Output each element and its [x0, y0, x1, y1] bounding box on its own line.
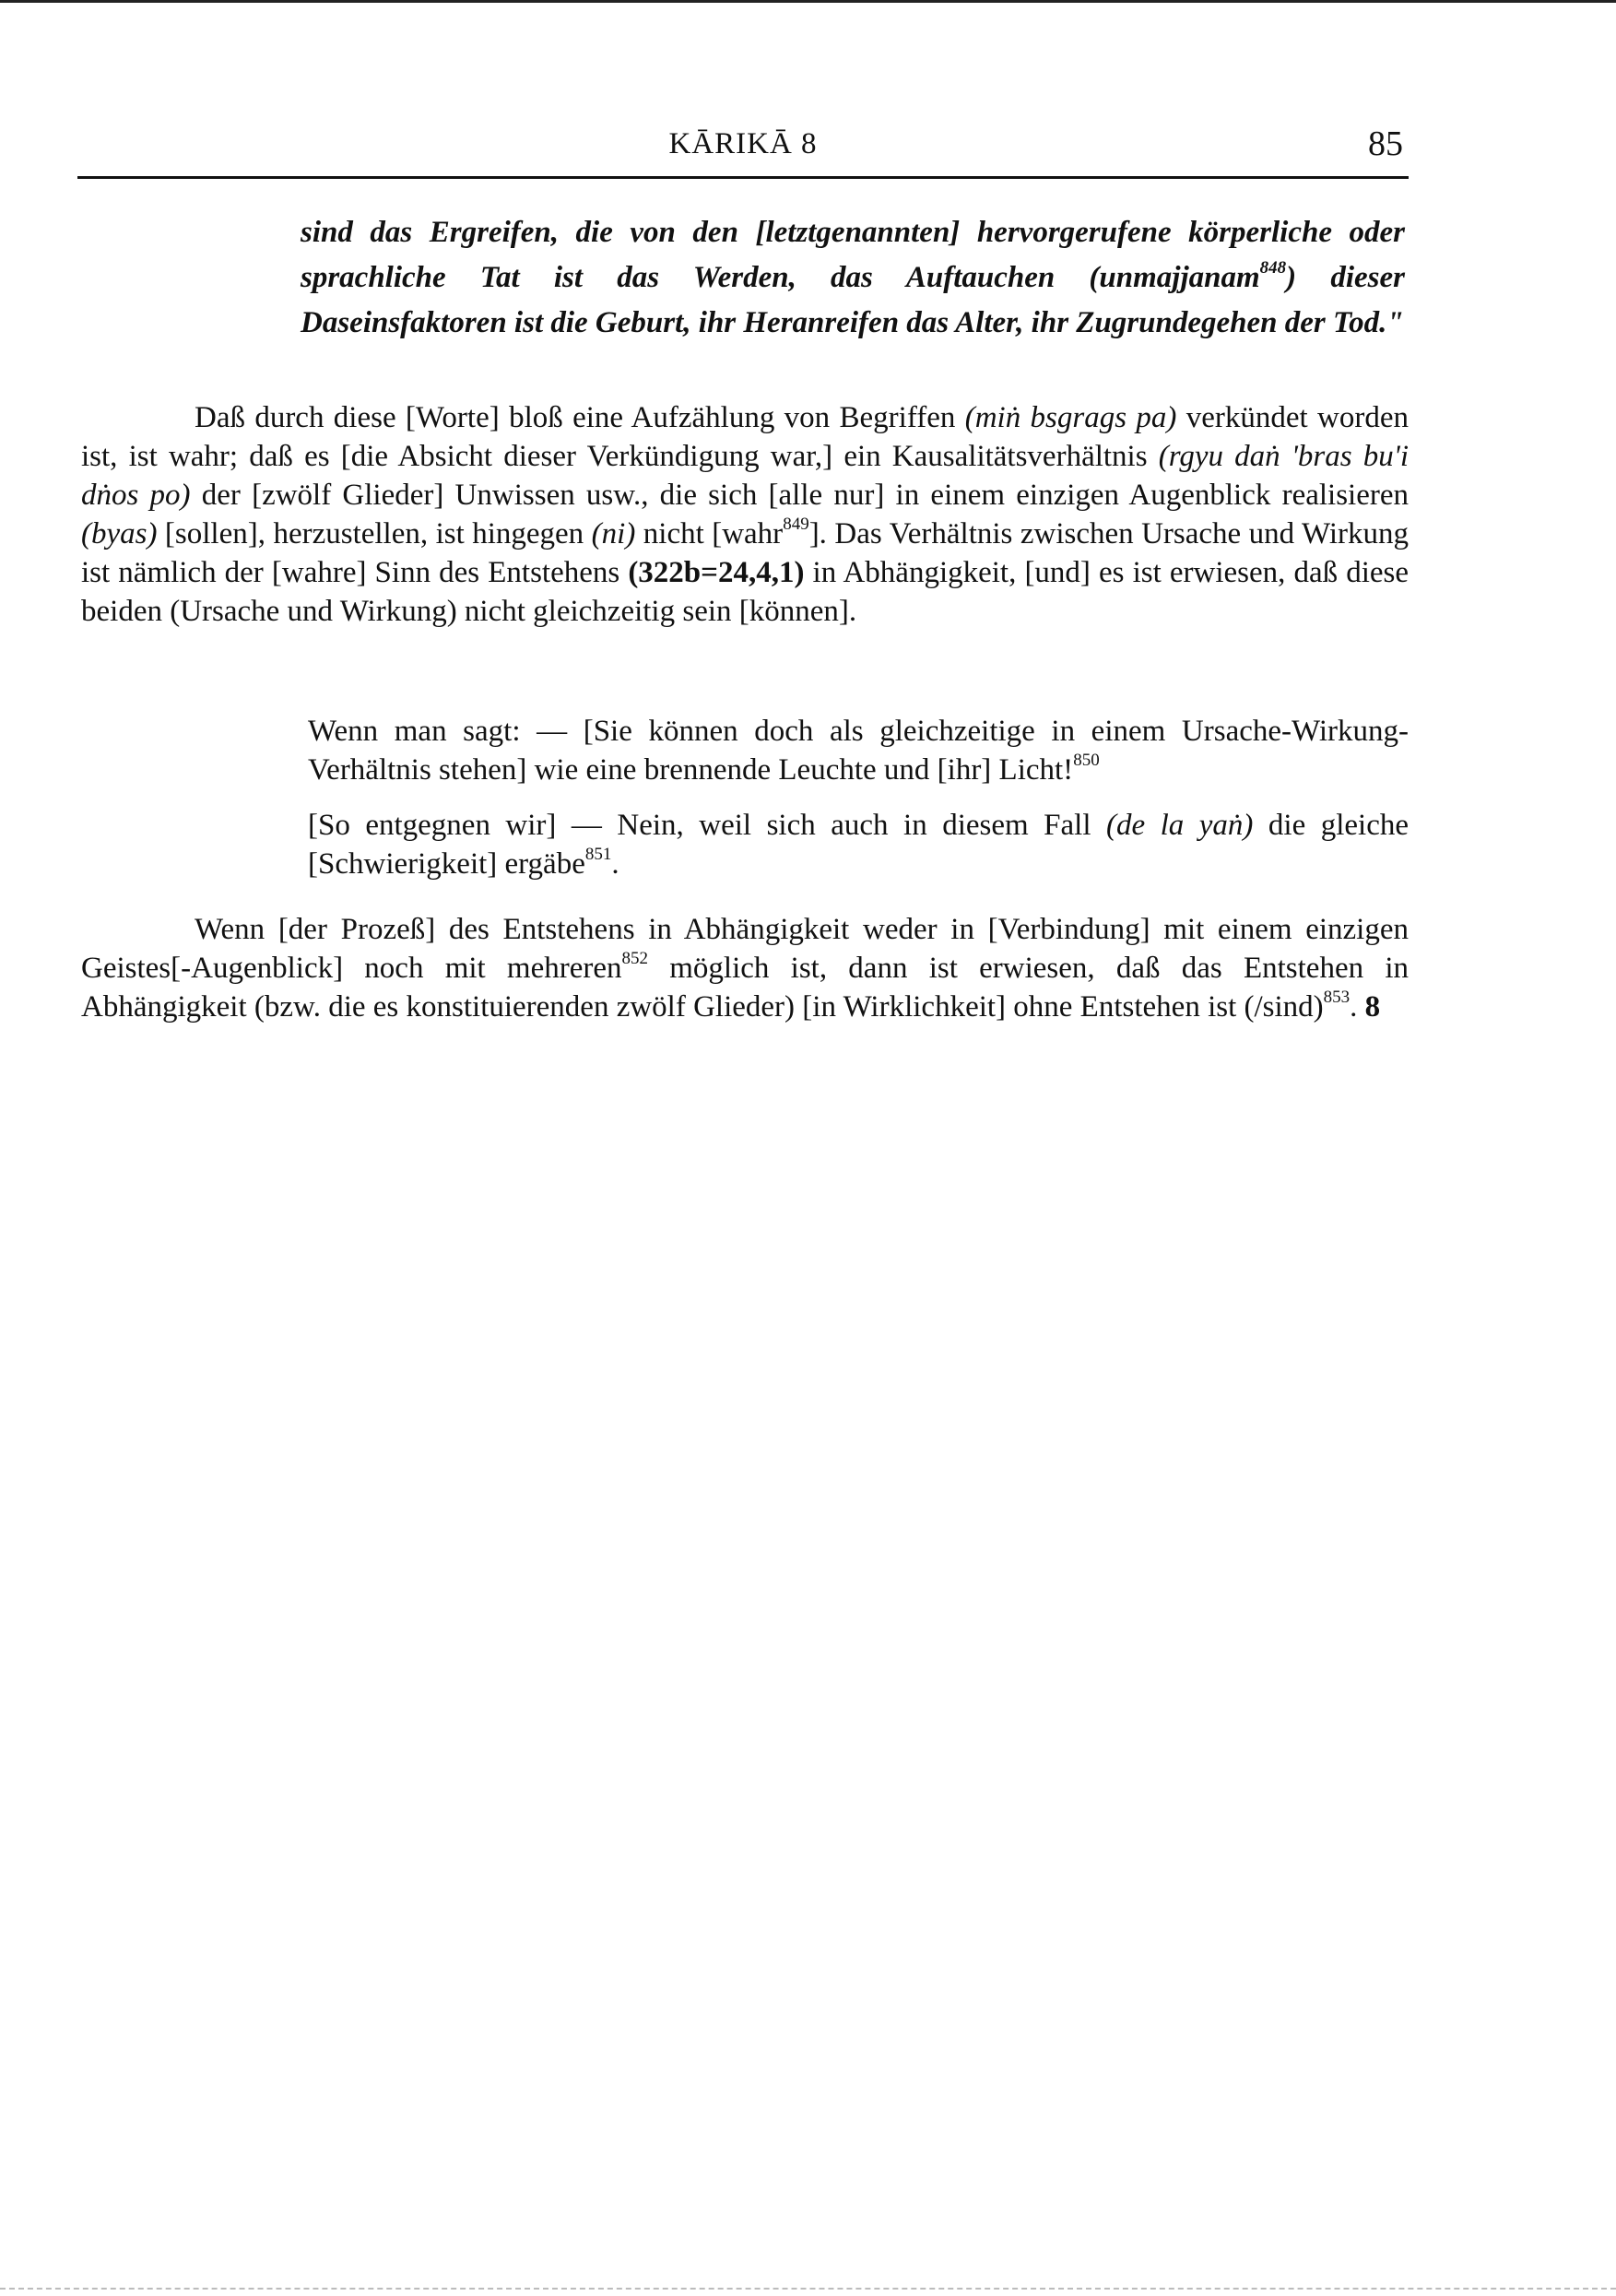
top-edge-rule [0, 0, 1616, 3]
body-text: nicht [wahr [635, 517, 784, 550]
bottom-edge-rule [0, 2288, 1616, 2290]
body-text: Wenn [der Prozeß] des Entstehens in Abhängigkeit weder in [Verbindung] mit einem einzigen Geistes[-Augenblick] noch mit mehreren [81, 913, 1409, 985]
body-text: in Abhängigkeit, [und] es ist erwiesen, daß diese beiden (Ursache und Wirkung) nicht gleichzeitig sein [können]. [81, 556, 1409, 628]
header-rule [77, 176, 1409, 179]
page-reference: (322b=24,4,1) [628, 556, 805, 589]
body-text: Wenn man sagt: — [Sie können doch als gleichzeitige in einem Ursache-Wirkung-Verhältnis stehen] wie eine brennende Leuchte und [ihr] Licht! [308, 715, 1409, 787]
page-number: 85 [1368, 124, 1403, 163]
body-text: ]. Das Verhältnis zwischen Ursache und Wirkung ist nämlich der [wahre] Sinn des Entstehens [81, 517, 1409, 589]
body-text: [sollen], herzustellen, ist hingegen [157, 517, 592, 550]
body-text: . [1350, 990, 1365, 1024]
body-text: verkündet worden ist, ist wahr; daß es [die Absicht dieser Verkündigung war,] ein Kausalitätsverhältnis [81, 401, 1409, 473]
verse-number: 8 [1364, 990, 1381, 1024]
quoted-passage [301, 210, 1405, 346]
footnote-ref-849: 849 [783, 515, 809, 534]
footnote-ref-852: 852 [621, 949, 649, 968]
body-text: der [zwölf Glieder] Unwissen usw., die sich [alle nur] in einem einzigen Augenblick realisieren [190, 479, 1409, 512]
body-text: . [611, 847, 619, 881]
tibetan-term: (ni) [591, 517, 636, 550]
tibetan-term: (rgyu daṅ 'bras bu'i dṅos po) [81, 440, 1409, 512]
paragraph-2 [81, 910, 1409, 1026]
running-head: KĀRIKĀ 8 [668, 127, 818, 160]
quote-text: ) dieser Daseinsfaktoren ist die Geburt, ihr Heranreifen das Alter, ihr Zugrundegehen der Tod." [301, 261, 1405, 339]
footnote-ref-851: 851 [584, 845, 612, 864]
footnote-ref-853: 853 [1323, 988, 1351, 1007]
body-text: die gleiche [Schwierigkeit] ergäbe [308, 809, 1409, 881]
paragraph-1 [81, 398, 1409, 631]
body-text: Daß durch diese [Worte] bloß eine Aufzählung von Begriffen [195, 401, 965, 434]
reply-paragraph [308, 806, 1409, 883]
tibetan-term: (miṅ bsgrags pa) [964, 401, 1177, 434]
tibetan-term: (de la yaṅ) [1105, 809, 1254, 842]
tibetan-term: (byas) [81, 517, 158, 550]
footnote-ref-850: 850 [1073, 751, 1100, 770]
objection-paragraph [308, 712, 1409, 789]
body-text: [So entgegnen wir] — Nein, weil sich auch in diesem Fall [308, 809, 1106, 842]
body-text: möglich ist, dann ist erwiesen, daß das Entstehen in Abhängigkeit (bzw. die es konstituierenden zwölf Glieder) [in Wirklichkeit] ohne Entstehen ist (/sind) [81, 952, 1409, 1024]
footnote-ref-848: 848 [1259, 258, 1287, 278]
page-header [77, 120, 1409, 166]
quote-text: sind das Ergreifen, die von den [letztgenannten] hervorgerufene körperliche oder sprachliche Tat ist das Werden, das Auftauchen (unmajjanam [301, 216, 1405, 294]
